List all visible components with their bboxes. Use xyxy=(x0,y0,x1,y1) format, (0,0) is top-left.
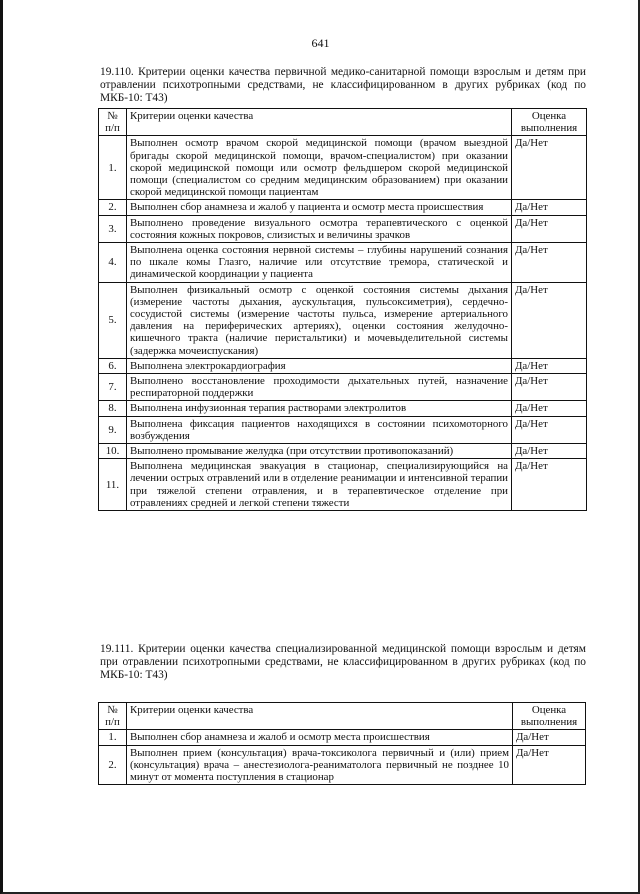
row-number: 10. xyxy=(99,444,127,459)
row-number: 4. xyxy=(99,243,127,283)
table-row xyxy=(99,416,587,443)
row-grade: Да/Нет xyxy=(512,401,587,416)
row-grade: Да/Нет xyxy=(512,282,587,358)
row-criteria: Выполнено промывание желудка (при отсутствии противопоказаний) xyxy=(127,444,512,459)
table-row xyxy=(99,200,587,215)
section-title-19-110: 19.110. Критерии оценки качества первичной медико-санитарной помощи взрослым и детям при отравлении психотропными средствами, не классифицированном в других рубриках (код по МКБ-10: T43) xyxy=(100,66,586,104)
column-header-criteria: Критерии оценки качества xyxy=(127,109,512,136)
row-grade: Да/Нет xyxy=(512,243,587,283)
criteria-table-19-110 xyxy=(98,108,587,511)
row-number: 5. xyxy=(99,282,127,358)
row-criteria: Выполнен физикальный осмотр с оценкой состояния системы дыхания (измерение частоты дыхания, аускультация, пульсоксиметрия), сердечно-сосудистой системы (измерение частоты пульса, измерение артериального давления на периферических артериях), оценки состояния желудочно-кишечного тракта (наличие перистальтики) и мочевыделительной системы (задержка мочеиспускания) xyxy=(127,282,512,358)
table-row xyxy=(99,374,587,401)
row-grade: Да/Нет xyxy=(512,444,587,459)
row-criteria: Выполнен осмотр врачом скорой медицинской помощи (врачом выездной бригады скорой медицинской помощи, врачом-специалистом) при оказании скорой медицинской помощи или осмотр фельдшером скорой медицинской помощи (специалистом со средним медицинским образованием) при оказании скорой медицинской помощи пациентам xyxy=(127,136,512,200)
table-header-row xyxy=(99,703,586,730)
table-row xyxy=(99,459,587,511)
row-criteria: Выполнен сбор анамнеза и жалоб у пациента и осмотр места происшествия xyxy=(127,200,512,215)
row-grade: Да/Нет xyxy=(512,200,587,215)
row-criteria: Выполнен сбор анамнеза и жалоб и осмотр места происшествия xyxy=(127,730,513,745)
column-header-criteria: Критерии оценки качества xyxy=(127,703,513,730)
row-number: 2. xyxy=(99,745,127,785)
table-row xyxy=(99,282,587,358)
row-grade: Да/Нет xyxy=(513,730,586,745)
table-header-row xyxy=(99,109,587,136)
row-number: 1. xyxy=(99,136,127,200)
row-grade: Да/Нет xyxy=(512,215,587,242)
row-number: 2. xyxy=(99,200,127,215)
row-number: 11. xyxy=(99,459,127,511)
row-criteria: Выполнена инфузионная терапия растворами электролитов xyxy=(127,401,512,416)
row-number: 1. xyxy=(99,730,127,745)
row-criteria: Выполнена фиксация пациентов находящихся в состоянии психомоторного возбуждения xyxy=(127,416,512,443)
row-criteria: Выполнена электрокардиография xyxy=(127,358,512,373)
row-grade: Да/Нет xyxy=(512,416,587,443)
column-header-grade: Оценка выполнения xyxy=(513,703,586,730)
table-row xyxy=(99,136,587,200)
table-row xyxy=(99,215,587,242)
table-row xyxy=(99,243,587,283)
row-grade: Да/Нет xyxy=(512,374,587,401)
column-header-number: № п/п xyxy=(99,109,127,136)
table-row xyxy=(99,444,587,459)
criteria-table-19-111 xyxy=(98,702,586,785)
row-criteria: Выполнено проведение визуального осмотра терапевтического с оценкой состояния кожных покровов, слизистых и величины зрачков xyxy=(127,215,512,242)
column-header-grade: Оценка выполнения xyxy=(512,109,587,136)
row-grade: Да/Нет xyxy=(512,136,587,200)
row-number: 6. xyxy=(99,358,127,373)
row-criteria: Выполнена медицинская эвакуация в стационар, специализирующийся на лечении острых отравлений или в отделение реанимации и интенсивной терапии при тяжелой степени отравления, и в терапевтическое отделение при отравлениях средней и легкой степени тяжести xyxy=(127,459,512,511)
page-number: 641 xyxy=(311,36,330,50)
row-number: 8. xyxy=(99,401,127,416)
row-criteria: Выполнен прием (консультация) врача-токсиколога первичный и (или) прием (консультация) врача – анестезиолога-реаниматолога первичный не позднее 10 минут от момента поступления в стационар xyxy=(127,745,513,785)
table-row xyxy=(99,730,586,745)
row-number: 7. xyxy=(99,374,127,401)
row-grade: Да/Нет xyxy=(512,459,587,511)
row-number: 9. xyxy=(99,416,127,443)
table-row xyxy=(99,745,586,785)
table-row xyxy=(99,358,587,373)
column-header-number: № п/п xyxy=(99,703,127,730)
row-criteria: Выполнено восстановление проходимости дыхательных путей, назначение респираторной поддержки xyxy=(127,374,512,401)
table-row xyxy=(99,401,587,416)
section-title-19-111: 19.111. Критерии оценки качества специализированной медицинской помощи взрослым и детям при отравлении психотропными средствами, не классифицированном в других рубриках (код по МКБ-10: T43) xyxy=(100,643,586,681)
row-criteria: Выполнена оценка состояния нервной системы – глубины нарушений сознания по шкале комы Глазго, наличие или отсутствие тремора, статической и динамической координации у пациента xyxy=(127,243,512,283)
row-grade: Да/Нет xyxy=(512,358,587,373)
row-number: 3. xyxy=(99,215,127,242)
row-grade: Да/Нет xyxy=(513,745,586,785)
